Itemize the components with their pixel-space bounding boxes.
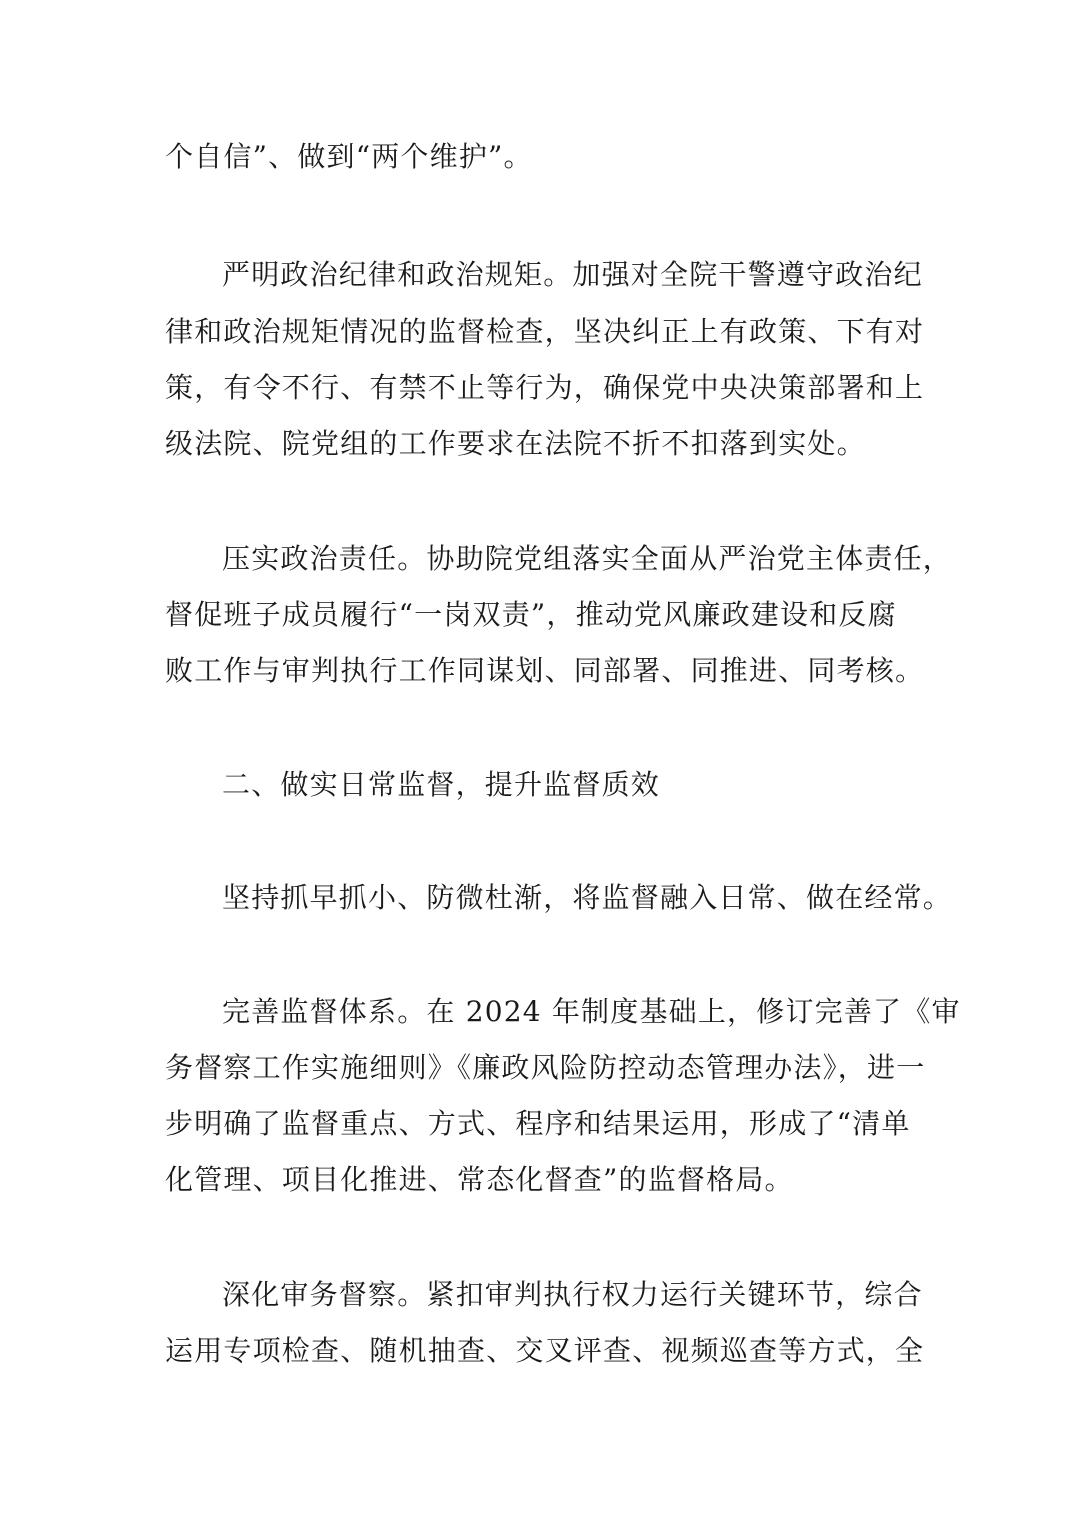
- paragraph-line: 深化审务督察。紧扣审判执行权力运行关键环节，综合: [222, 1278, 923, 1311]
- text-line: 败工作与审判执行工作同谋划、同部署、同推进、同考核。: [165, 654, 925, 687]
- text-line: 步明确了监督重点、方式、程序和结果运用，形成了“清单: [165, 1107, 911, 1140]
- paragraph-line: 完善监督体系。在 2024 年制度基础上，修订完善了《审: [222, 995, 961, 1028]
- paragraph-line: 严明政治纪律和政治规矩。加强对全院干警遵守政治纪: [222, 258, 923, 291]
- text-line: 运用专项检查、随机抽查、交叉评查、视频巡查等方式，全: [165, 1334, 925, 1367]
- text-line: 律和政治规矩情况的监督检查，坚决纠正上有政策、下有对: [165, 315, 925, 348]
- text-line: 务督察工作实施细则》《廉政风险防控动态管理办法》，进一: [165, 1051, 926, 1084]
- text-line: 督促班子成员履行“一岗双责”，推动党风廉政建设和反腐: [165, 598, 897, 631]
- text-line: 级法院、院党组的工作要求在法院不折不扣落到实处。: [165, 427, 866, 460]
- text-line: 策，有令不行、有禁不止等行为，确保党中央决策部署和上: [165, 371, 925, 404]
- section-heading: 二、做实日常监督，提升监督质效: [222, 768, 661, 801]
- paragraph-line: 坚持抓早抓小、防微杜渐，将监督融入日常、做在经常。: [222, 881, 953, 914]
- text-line: 个自信”、做到“两个维护”。: [165, 140, 533, 173]
- text-line: 化管理、项目化推进、常态化督查”的监督格局。: [165, 1163, 794, 1196]
- paragraph-line: 压实政治责任。协助院党组落实全面从严治党主体责任，: [222, 542, 953, 575]
